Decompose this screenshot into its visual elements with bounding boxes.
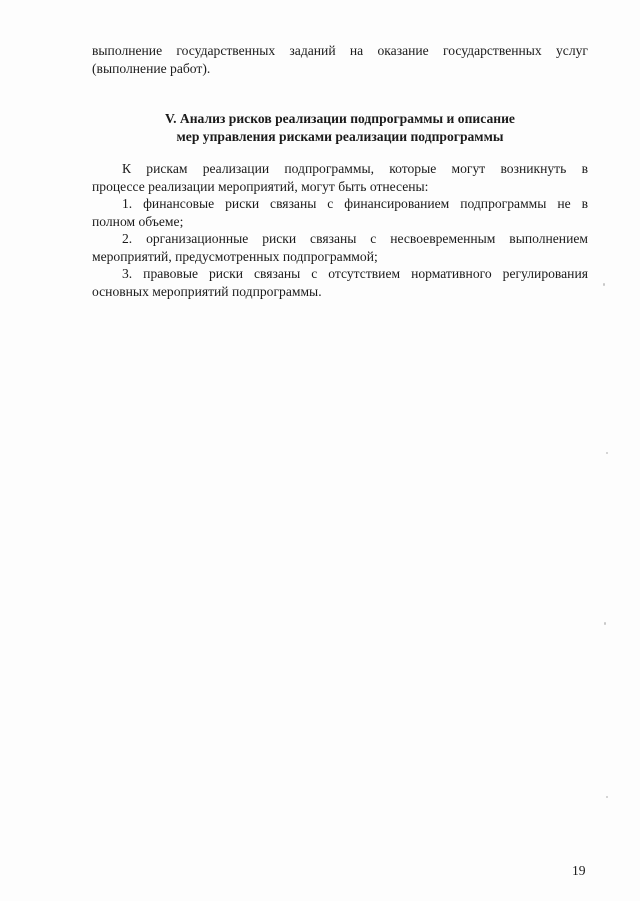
intro-paragraph (92, 42, 588, 77)
section-heading-line-2: мер управления рисками реализации подпрограммы (176, 128, 504, 144)
intro-line-1: выполнение государственных заданий на оказание государственных услуг (92, 43, 588, 58)
p1-line-2: процессе реализации мероприятий, могут быть отнесены: (92, 178, 429, 194)
scan-speck (604, 622, 606, 625)
scan-speck (603, 283, 605, 286)
scan-speck (606, 796, 608, 798)
section-body (92, 160, 588, 300)
risk-item-2-line-2: мероприятий, предусмотренных подпрограммой; (92, 248, 378, 264)
p1-line-1: К рискам реализации подпрограммы, которые могут возникнуть в (122, 161, 588, 176)
section-heading-line-1: V. Анализ рисков реализации подпрограммы и описание (165, 111, 515, 126)
risk-item-1-line-2: полном объеме; (92, 213, 184, 229)
page-number: 19 (572, 863, 586, 878)
risk-item-3-line-2: основных мероприятий подпрограммы. (92, 283, 322, 299)
risk-item-1-line-1: 1. финансовые риски связаны с финансированием подпрограммы не в (122, 196, 588, 211)
scan-speck (606, 452, 608, 454)
risk-item-2-line-1: 2. организационные риски связаны с несвоевременным выполнением (122, 231, 588, 246)
risk-item-3-line-1: 3. правовые риски связаны с отсутствием нормативного регулирования (122, 266, 588, 281)
intro-line-2: (выполнение работ). (92, 60, 211, 76)
section-heading (92, 110, 588, 145)
